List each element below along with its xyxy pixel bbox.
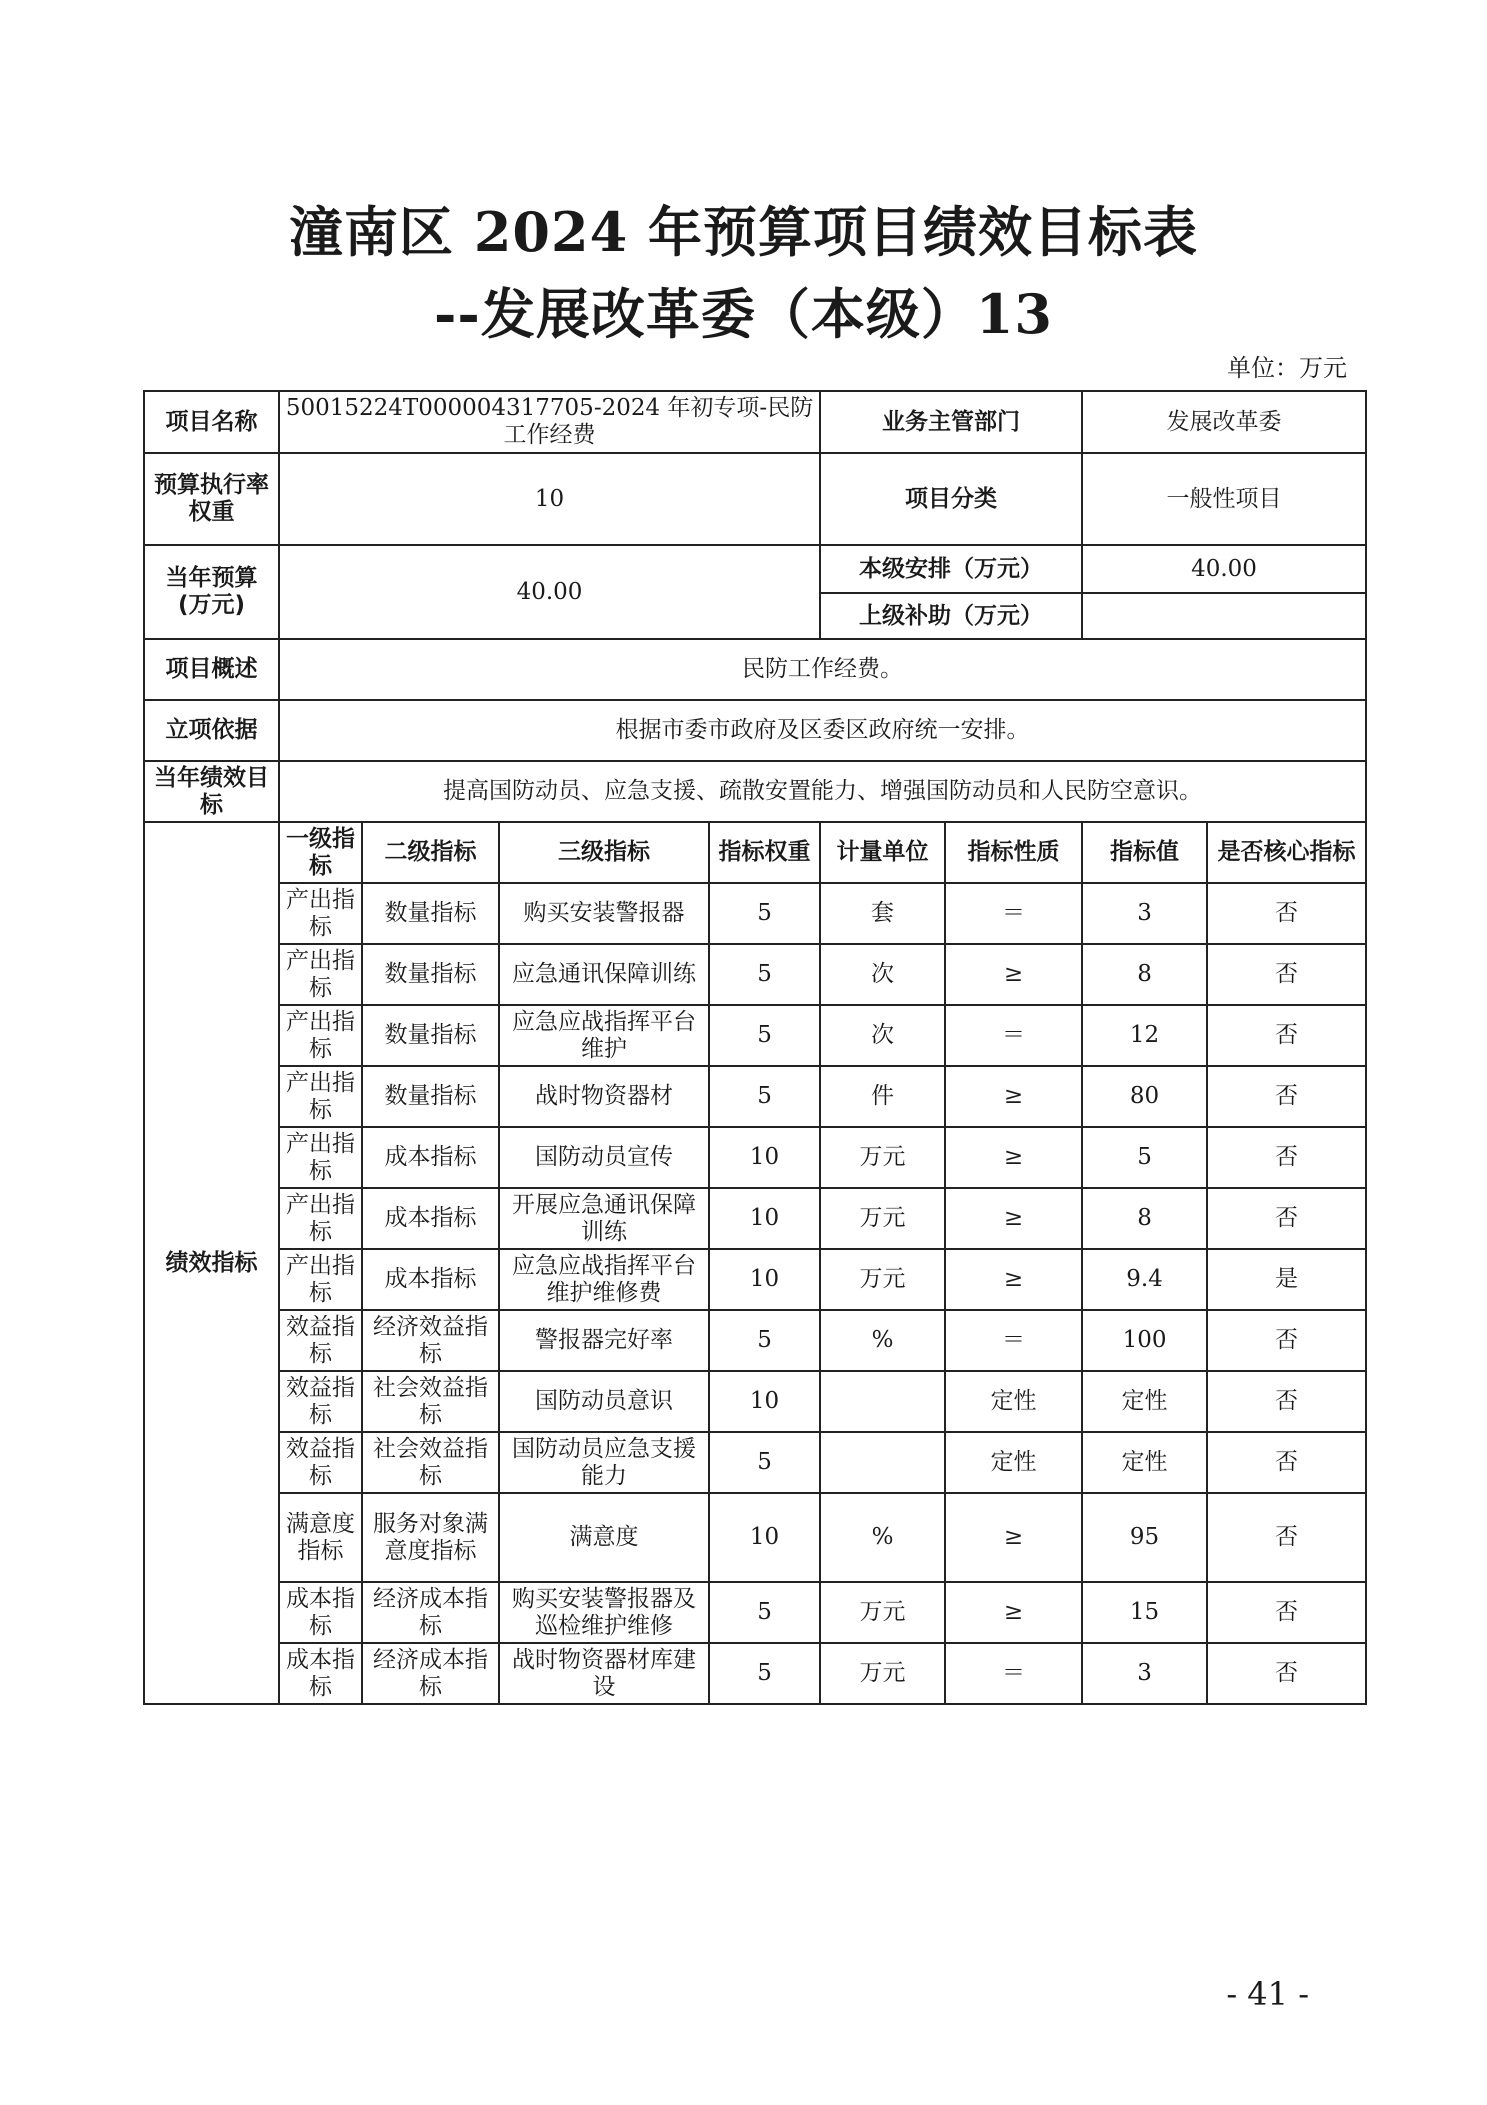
indicator-core: 否 <box>1207 883 1366 944</box>
indicator-row <box>144 883 1366 944</box>
indicator-level1: 产出指标 <box>279 1249 362 1310</box>
category-label: 项目分类 <box>820 453 1082 545</box>
indicator-nature: ＝ <box>945 1310 1082 1371</box>
indicator-value: 5 <box>1082 1127 1207 1188</box>
indicator-level1: 满意度指标 <box>279 1493 362 1582</box>
basis-label: 立项依据 <box>144 700 279 761</box>
indicator-core: 否 <box>1207 1310 1366 1371</box>
page-subtitle: --发展改革委（本级）13 <box>434 282 1053 346</box>
indicator-nature: ≥ <box>945 944 1082 1005</box>
indicator-weight: 5 <box>709 1310 820 1371</box>
indicator-nature: ≥ <box>945 1493 1082 1582</box>
indicator-value: 8 <box>1082 1188 1207 1249</box>
indicator-row <box>144 1371 1366 1432</box>
indicator-row <box>144 1493 1366 1582</box>
indicator-value: 95 <box>1082 1493 1207 1582</box>
indicator-nature: ≥ <box>945 1249 1082 1310</box>
indicator-level3: 应急应战指挥平台维护维修费 <box>499 1249 709 1310</box>
indicator-nature: 定性 <box>945 1371 1082 1432</box>
project-name-value: 50015224T000004317705-2024 年初专项-民防工作经费 <box>279 391 820 453</box>
budget-label: 当年预算(万元) <box>144 545 279 639</box>
page-number: - 41 - <box>1226 1975 1309 2013</box>
indicator-unit: 次 <box>820 944 945 1005</box>
indicator-nature: ＝ <box>945 883 1082 944</box>
row-project-name <box>144 391 1366 453</box>
indicator-core: 是 <box>1207 1249 1366 1310</box>
header-nature: 指标性质 <box>945 822 1082 883</box>
indicator-level1: 产出指标 <box>279 1005 362 1066</box>
indicator-core: 否 <box>1207 1643 1366 1704</box>
indicator-unit: 万元 <box>820 1127 945 1188</box>
indicator-level2: 社会效益指标 <box>362 1432 499 1493</box>
indicator-row <box>144 1432 1366 1493</box>
indicator-value: 80 <box>1082 1066 1207 1127</box>
indicator-value: 3 <box>1082 883 1207 944</box>
indicator-level1: 产出指标 <box>279 883 362 944</box>
indicator-unit <box>820 1432 945 1493</box>
indicator-weight: 5 <box>709 1066 820 1127</box>
budget-value: 40.00 <box>279 545 820 639</box>
indicator-level1: 产出指标 <box>279 1188 362 1249</box>
indicator-core: 否 <box>1207 944 1366 1005</box>
indicator-level2: 成本指标 <box>362 1127 499 1188</box>
indicator-level3: 战时物资器材 <box>499 1066 709 1127</box>
dept-value: 发展改革委 <box>1082 391 1366 453</box>
indicator-core: 否 <box>1207 1005 1366 1066</box>
header-core: 是否核心指标 <box>1207 822 1366 883</box>
indicator-level1: 效益指标 <box>279 1310 362 1371</box>
indicator-unit: 套 <box>820 883 945 944</box>
indicator-unit: 次 <box>820 1005 945 1066</box>
indicator-level1: 产出指标 <box>279 1066 362 1127</box>
basis-value: 根据市委市政府及区委区政府统一安排。 <box>279 700 1366 761</box>
indicator-level2: 数量指标 <box>362 1066 499 1127</box>
indicator-level3: 购买安装警报器 <box>499 883 709 944</box>
indicator-nature: ＝ <box>945 1643 1082 1704</box>
indicator-row <box>144 1188 1366 1249</box>
exec-weight-label: 预算执行率权重 <box>144 453 279 545</box>
indicator-weight: 10 <box>709 1249 820 1310</box>
indicator-level3: 应急应战指挥平台维护 <box>499 1005 709 1066</box>
indicator-level2: 成本指标 <box>362 1249 499 1310</box>
indicator-level3: 国防动员应急支援能力 <box>499 1432 709 1493</box>
indicator-value: 100 <box>1082 1310 1207 1371</box>
category-value: 一般性项目 <box>1082 453 1366 545</box>
indicator-row <box>144 1066 1366 1127</box>
indicator-weight: 10 <box>709 1493 820 1582</box>
indicator-level1: 效益指标 <box>279 1371 362 1432</box>
indicator-level1: 成本指标 <box>279 1643 362 1704</box>
indicator-level2: 数量指标 <box>362 1005 499 1066</box>
page-title: 潼南区 2024 年预算项目绩效目标表 <box>289 200 1198 264</box>
unit-label: 单位：万元 <box>1227 354 1347 382</box>
indicator-level2: 经济成本指标 <box>362 1582 499 1643</box>
indicator-weight: 10 <box>709 1188 820 1249</box>
indicator-nature: ≥ <box>945 1582 1082 1643</box>
indicator-unit <box>820 1371 945 1432</box>
performance-table <box>143 390 1367 1705</box>
indicator-value: 3 <box>1082 1643 1207 1704</box>
indicator-level3: 开展应急通讯保障训练 <box>499 1188 709 1249</box>
indicator-core: 否 <box>1207 1066 1366 1127</box>
indicator-level3: 购买安装警报器及巡检维护维修 <box>499 1582 709 1643</box>
indicator-value: 8 <box>1082 944 1207 1005</box>
header-unit: 计量单位 <box>820 822 945 883</box>
indicator-level3: 战时物资器材库建设 <box>499 1643 709 1704</box>
indicator-unit: % <box>820 1310 945 1371</box>
indicator-level2: 社会效益指标 <box>362 1371 499 1432</box>
indicator-nature: ≥ <box>945 1066 1082 1127</box>
indicator-level1: 效益指标 <box>279 1432 362 1493</box>
row-overview <box>144 639 1366 700</box>
indicator-unit: 万元 <box>820 1582 945 1643</box>
indicator-nature: ≥ <box>945 1127 1082 1188</box>
indicator-weight: 5 <box>709 1643 820 1704</box>
indicator-unit: 万元 <box>820 1188 945 1249</box>
indicator-row <box>144 1249 1366 1310</box>
indicator-core: 否 <box>1207 1127 1366 1188</box>
indicator-level2: 经济效益指标 <box>362 1310 499 1371</box>
header-level1: 一级指标 <box>279 822 362 883</box>
local-value: 40.00 <box>1082 545 1366 593</box>
indicator-unit: % <box>820 1493 945 1582</box>
indicator-weight: 5 <box>709 1432 820 1493</box>
overview-label: 项目概述 <box>144 639 279 700</box>
indicator-weight: 5 <box>709 883 820 944</box>
dept-label: 业务主管部门 <box>820 391 1082 453</box>
indicator-row <box>144 1127 1366 1188</box>
indicator-level3: 国防动员意识 <box>499 1371 709 1432</box>
indicator-value: 定性 <box>1082 1371 1207 1432</box>
row-goal <box>144 761 1366 822</box>
indicator-level3: 警报器完好率 <box>499 1310 709 1371</box>
indicator-value: 定性 <box>1082 1432 1207 1493</box>
indicator-value: 9.4 <box>1082 1249 1207 1310</box>
indicator-level2: 数量指标 <box>362 944 499 1005</box>
indicator-level1: 成本指标 <box>279 1582 362 1643</box>
indicator-weight: 5 <box>709 1582 820 1643</box>
header-weight: 指标权重 <box>709 822 820 883</box>
indicator-nature: ≥ <box>945 1188 1082 1249</box>
indicator-core: 否 <box>1207 1432 1366 1493</box>
overview-value: 民防工作经费。 <box>279 639 1366 700</box>
indicator-value: 12 <box>1082 1005 1207 1066</box>
row-basis <box>144 700 1366 761</box>
indicator-weight: 10 <box>709 1371 820 1432</box>
indicator-row <box>144 944 1366 1005</box>
indicator-weight: 5 <box>709 1005 820 1066</box>
indicator-level3: 满意度 <box>499 1493 709 1582</box>
indicator-row <box>144 1582 1366 1643</box>
indicator-unit: 件 <box>820 1066 945 1127</box>
upper-value <box>1082 593 1366 639</box>
row-exec-weight <box>144 453 1366 545</box>
indicator-level2: 经济成本指标 <box>362 1643 499 1704</box>
indicator-unit: 万元 <box>820 1249 945 1310</box>
project-name-label: 项目名称 <box>144 391 279 453</box>
indicator-weight: 5 <box>709 944 820 1005</box>
indicator-core: 否 <box>1207 1188 1366 1249</box>
indicator-header-row <box>144 822 1366 883</box>
indicator-nature: ＝ <box>945 1005 1082 1066</box>
indicator-core: 否 <box>1207 1493 1366 1582</box>
indicator-nature: 定性 <box>945 1432 1082 1493</box>
indicator-core: 否 <box>1207 1582 1366 1643</box>
indicator-level1: 产出指标 <box>279 1127 362 1188</box>
indicator-row <box>144 1643 1366 1704</box>
indicator-level3: 应急通讯保障训练 <box>499 944 709 1005</box>
header-value: 指标值 <box>1082 822 1207 883</box>
upper-label: 上级补助（万元） <box>820 593 1082 639</box>
row-budget <box>144 545 1366 593</box>
indicator-level3: 国防动员宣传 <box>499 1127 709 1188</box>
indicator-unit: 万元 <box>820 1643 945 1704</box>
indicator-level1: 产出指标 <box>279 944 362 1005</box>
indicator-level2: 数量指标 <box>362 883 499 944</box>
indicator-row <box>144 1005 1366 1066</box>
indicator-weight: 10 <box>709 1127 820 1188</box>
exec-weight-value: 10 <box>279 453 820 545</box>
indicator-level2: 服务对象满意度指标 <box>362 1493 499 1582</box>
header-level2: 二级指标 <box>362 822 499 883</box>
indicator-core: 否 <box>1207 1371 1366 1432</box>
indicators-section-label: 绩效指标 <box>144 822 279 1704</box>
header-level3: 三级指标 <box>499 822 709 883</box>
goal-value: 提高国防动员、应急支援、疏散安置能力、增强国防动员和人民防空意识。 <box>279 761 1366 822</box>
local-label: 本级安排（万元） <box>820 545 1082 593</box>
indicator-value: 15 <box>1082 1582 1207 1643</box>
goal-label: 当年绩效目标 <box>144 761 279 822</box>
indicator-row <box>144 1310 1366 1371</box>
indicator-level2: 成本指标 <box>362 1188 499 1249</box>
